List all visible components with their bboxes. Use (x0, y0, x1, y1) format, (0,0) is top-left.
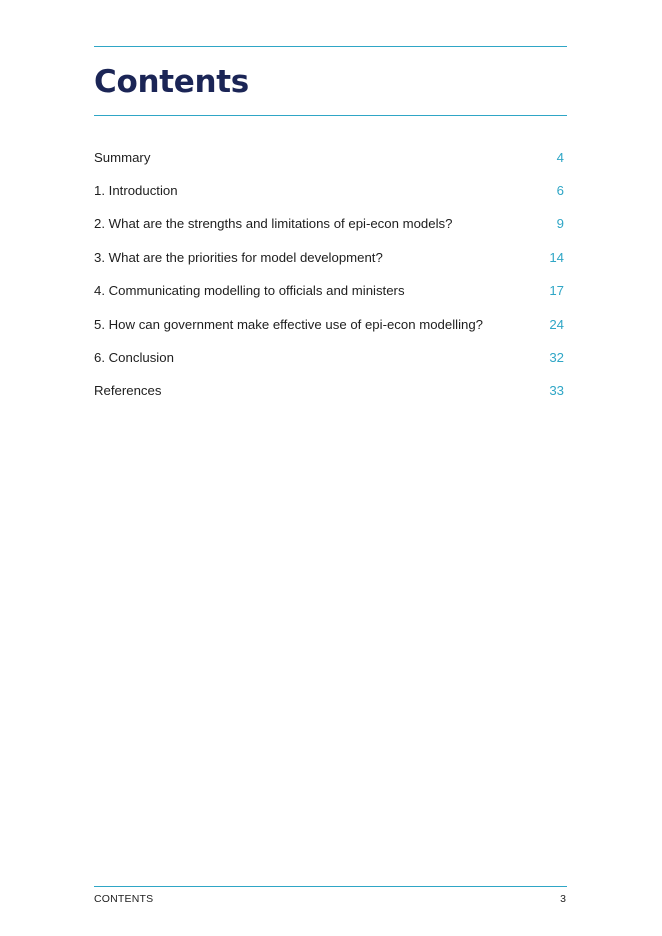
footer-page-number: 3 (560, 893, 566, 905)
toc-item-label: 6. Conclusion (94, 350, 174, 366)
table-of-contents (94, 141, 567, 408)
toc-item-page: 9 (556, 216, 564, 232)
toc-item-label: References (94, 383, 162, 399)
toc-item-page: 4 (556, 149, 564, 165)
toc-item-priorities[interactable] (94, 241, 567, 274)
toc-item-communicating[interactable] (94, 275, 567, 308)
top-divider (94, 46, 567, 47)
toc-item-page: 32 (549, 350, 564, 366)
toc-item-page: 17 (549, 283, 564, 299)
toc-item-page: 24 (549, 316, 564, 332)
toc-item-page: 33 (549, 383, 564, 399)
document-page (94, 0, 567, 936)
toc-item-effective-use[interactable] (94, 308, 567, 341)
toc-item-strengths-limitations[interactable] (94, 208, 567, 241)
footer-divider (94, 886, 567, 887)
toc-item-label: Summary (94, 149, 151, 165)
toc-item-page: 6 (556, 183, 564, 199)
toc-item-label: 5. How can government make effective use of epi-econ modelling? (94, 316, 484, 332)
toc-item-introduction[interactable] (94, 174, 567, 207)
toc-item-page: 14 (549, 249, 564, 265)
toc-item-label: 3. What are the priorities for model development? (94, 249, 383, 265)
page-title: Contents (94, 64, 249, 100)
toc-item-label: 1. Introduction (94, 183, 178, 199)
footer-section-label: CONTENTS (94, 893, 154, 905)
title-divider (94, 115, 567, 116)
toc-item-label: 4. Communicating modelling to officials and ministers (94, 283, 405, 299)
toc-item-conclusion[interactable] (94, 341, 567, 374)
toc-item-references[interactable] (94, 375, 567, 408)
toc-item-summary[interactable] (94, 141, 567, 174)
toc-item-label: 2. What are the strengths and limitations of epi-econ models? (94, 216, 453, 232)
